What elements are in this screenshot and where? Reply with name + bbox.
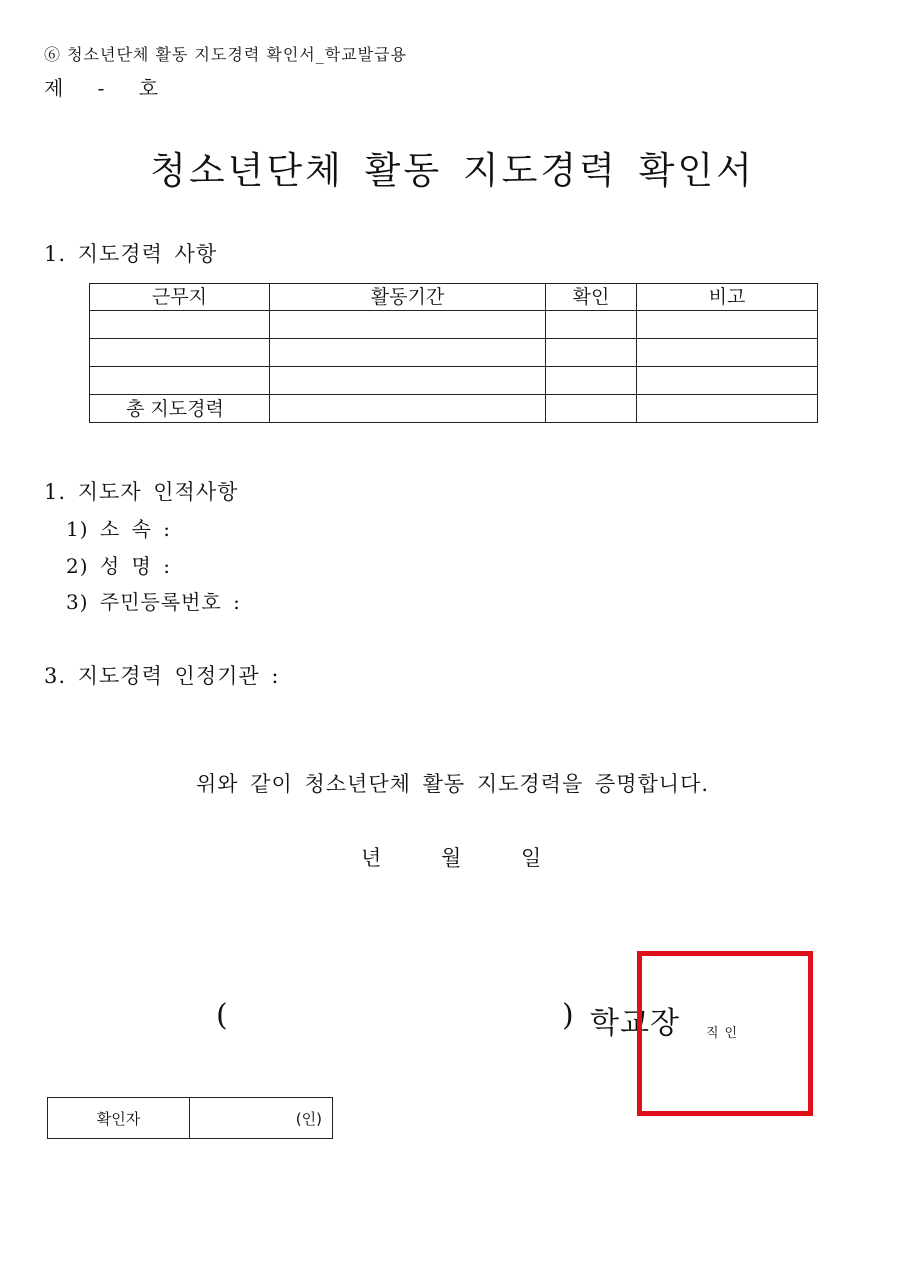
table-row xyxy=(90,367,818,395)
table-cell[interactable] xyxy=(546,367,637,395)
confirmer-seal[interactable]: (인) xyxy=(190,1098,333,1139)
table-cell[interactable] xyxy=(270,367,546,395)
official-seal-note: 직인 xyxy=(706,1026,744,1041)
career-table-header-row xyxy=(90,284,818,311)
resident-number-field: 3) 주민등록번호 : xyxy=(66,590,241,614)
close-paren: ) xyxy=(562,998,574,1033)
table-cell[interactable] xyxy=(270,311,546,339)
date-month: 월 xyxy=(441,846,462,870)
table-cell[interactable] xyxy=(90,311,270,339)
column-header-remarks: 비고 xyxy=(637,284,818,311)
table-row xyxy=(90,339,818,367)
table-cell[interactable] xyxy=(90,367,270,395)
date-year: 년 xyxy=(361,846,382,870)
form-label: ⑥ 청소년단체 활동 지도경력 확인서_학교발급용 xyxy=(44,45,408,64)
table-cell[interactable] xyxy=(637,339,818,367)
section1-heading: 1. 지도경력 사항 xyxy=(44,242,218,266)
column-header-confirm: 확인 xyxy=(546,284,637,311)
table-cell[interactable] xyxy=(546,395,637,423)
date-day: 일 xyxy=(521,846,542,870)
table-cell[interactable] xyxy=(270,339,546,367)
section3-heading: 3. 지도경력 인정기관 : xyxy=(44,664,280,688)
career-table xyxy=(89,283,818,423)
affiliation-field: 1) 소 속 : xyxy=(66,517,171,541)
certification-statement: 위와 같이 청소년단체 활동 지도경력을 증명합니다. xyxy=(195,772,710,796)
total-career-label: 총 지도경력 xyxy=(90,395,270,423)
total-row xyxy=(90,395,818,423)
name-field: 2) 성 명 : xyxy=(66,554,171,578)
table-cell[interactable] xyxy=(270,395,546,423)
table-cell[interactable] xyxy=(637,367,818,395)
table-cell[interactable] xyxy=(637,395,818,423)
confirmer-label: 확인자 xyxy=(48,1098,190,1139)
table-row xyxy=(90,311,818,339)
confirmer-table xyxy=(47,1097,333,1139)
table-cell[interactable] xyxy=(637,311,818,339)
column-header-period: 활동기간 xyxy=(270,284,546,311)
open-paren: ( xyxy=(216,998,228,1033)
column-header-workplace: 근무지 xyxy=(90,284,270,311)
table-cell[interactable] xyxy=(90,339,270,367)
table-cell[interactable] xyxy=(546,339,637,367)
section2-heading: 1. 지도자 인적사항 xyxy=(44,480,239,504)
seal-highlight-box xyxy=(637,951,813,1116)
confirmer-row xyxy=(48,1098,333,1139)
principal-title: 학교장 xyxy=(590,1006,680,1041)
document-number-line: 제 - 호 xyxy=(44,76,159,100)
table-cell[interactable] xyxy=(546,311,637,339)
document-title: 청소년단체 활동 지도경력 확인서 xyxy=(150,149,755,192)
